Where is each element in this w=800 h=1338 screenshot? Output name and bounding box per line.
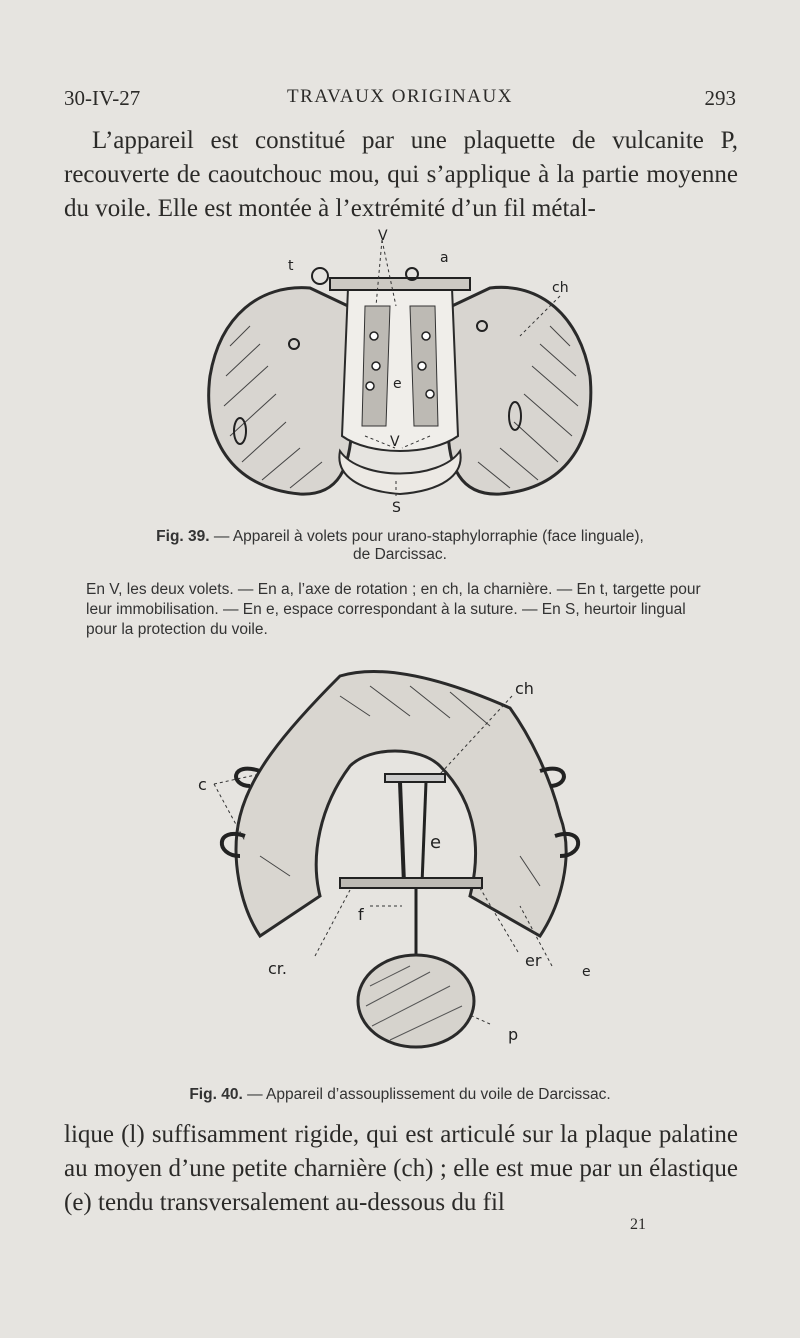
fig39-label-t: t — [288, 258, 294, 274]
fig40-label-c: c — [198, 775, 207, 794]
fig40-label-f: f — [358, 905, 364, 924]
figure-39-caption-text: — Appareil à volets pour urano-staphylorraphie (face linguale), — [213, 528, 644, 545]
figure-39-number: Fig. 39. — [156, 528, 210, 545]
header-date: 30-IV-27 — [64, 86, 141, 110]
figure-40-illustration — [190, 656, 610, 1056]
top-paragraph: L’appareil est constitué par une plaquette de vulcanite P, recouverte de caoutchouc mou, qui s’applique à la partie moyenne du voile. Elle est montée à l’extrémité d’un fil métal- — [64, 127, 738, 222]
figure-40-number: Fig. 40. — [189, 1086, 243, 1103]
figure-40-caption-text: — Appareil d’assouplissement du voile de Darcissac. — [247, 1086, 611, 1103]
bottom-paragraph-block — [64, 1118, 738, 1220]
figure-39-caption-text-2: de Darcissac. — [353, 546, 447, 563]
fig40-label-cr: cr. — [268, 959, 287, 978]
fig40-label-e: e — [430, 832, 442, 853]
fig39-label-s: S — [392, 500, 401, 516]
fig39-label-e: e — [393, 376, 402, 392]
fig39-label-v-top: V — [378, 228, 388, 244]
fig40-label-e2: e — [582, 964, 591, 980]
fig40-label-p: p — [508, 1025, 519, 1044]
figure-39-illustration — [190, 226, 610, 516]
signature-mark: 21 — [630, 1216, 646, 1233]
figure-39-legend — [86, 580, 720, 640]
running-header — [64, 86, 736, 118]
fig40-label-ch: ch — [515, 679, 534, 698]
bottom-paragraph: lique (l) suffisamment rigide, qui est articulé sur la plaque palatine au moyen d’une petite charnière (ch) ; elle est mue par un élastique (e) tendu transversalement au-dessous du fil — [64, 1121, 738, 1216]
fig39-label-a: a — [440, 250, 449, 266]
page-number: 293 — [704, 86, 736, 110]
figure-39-caption — [90, 528, 710, 564]
fig39-label-ch: ch — [552, 280, 569, 296]
figure-40-caption — [90, 1086, 710, 1104]
figure-39-legend-text: En V, les deux volets. — En a, l’axe de rotation ; en ch, la charnière. — En t, targette pour leur immobilisation. — En e, espace correspondant à la suture. — En S, heurtoir lingual pour la protection du voile. — [86, 581, 701, 638]
fig39-label-v-bottom: V — [390, 434, 400, 450]
top-paragraph-block — [64, 124, 738, 226]
fig40-label-er: er — [525, 951, 542, 970]
header-section-title: TRAVAUX ORIGINAUX — [287, 86, 513, 107]
